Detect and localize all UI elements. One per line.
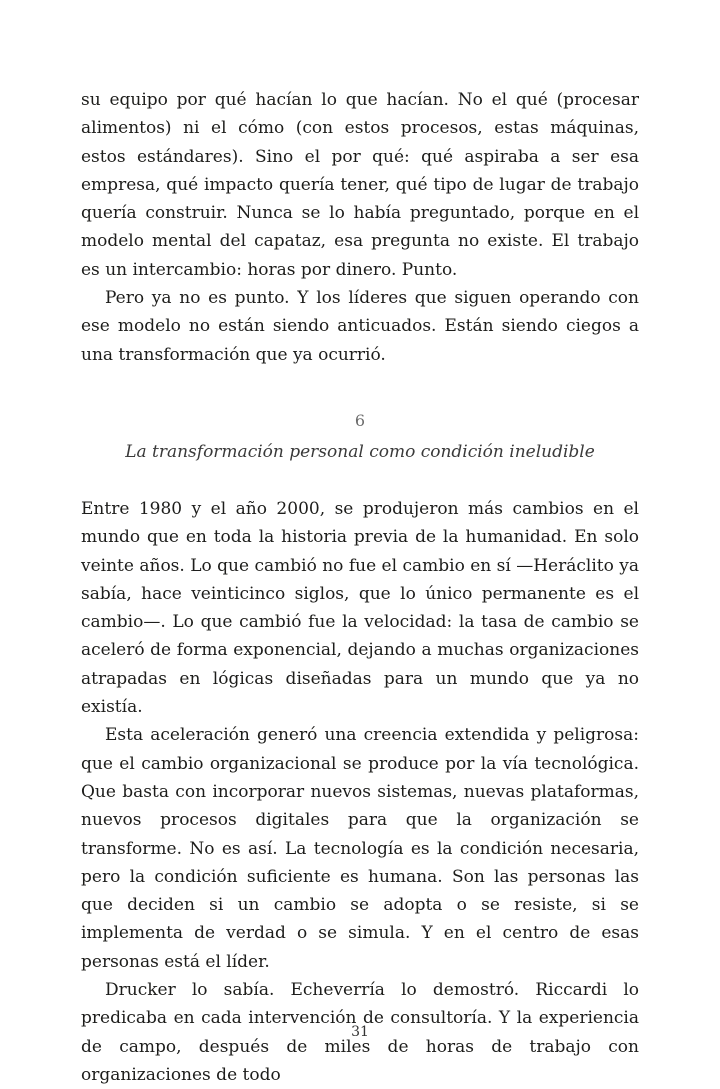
chapter-number: 6 bbox=[354, 410, 366, 430]
body-paragraph: Drucker lo sabía. Echeverría lo demostró. Riccardi lo predicaba en cada intervención de consultoría. Y la experiencia de campo, después de miles de horas de trabajo con organizaciones de todo bbox=[81, 980, 639, 1085]
body-paragraph: Pero ya no es punto. Y los líderes que siguen operando con ese modelo no están siendo anticuados. Están siendo ciegos a una transformación que ya ocurrió. bbox=[81, 288, 639, 365]
page-number: 31 bbox=[351, 1024, 369, 1040]
chapter-title: La transformación personal como condición ineludible bbox=[125, 441, 595, 462]
body-paragraph: Entre 1980 y el año 2000, se produjeron más cambios en el mundo que en toda la historia previa de la humanidad. En solo veinte años. Lo que cambió no fue el cambio en sí —Heráclito ya sabía, hace veinticinco siglos, que lo único permanente es el cambio—. Lo que cambió fue la velocidad: la tasa de cambio se aceleró de forma exponencial, dejando a muchas organizaciones atrapadas en lógicas diseñadas para un mundo que ya no existía. bbox=[81, 498, 639, 718]
book-page bbox=[81, 86, 639, 1089]
body-paragraph: Esta aceleración generó una creencia extendida y peligrosa: que el cambio organizacional se produce por la vía tecnológica. Que basta con incorporar nuevos sistemas, nuevas plataformas, nuevos procesos digitales para que la organización se transforme. No es así. La tecnología es la condición necesaria, pero la condición suficiente es humana. Son las personas las que deciden si un cambio se adopta o se resiste, si se implementa de verdad o se simula. Y en el centro de esas personas está el líder. bbox=[81, 725, 639, 972]
body-paragraph: su equipo por qué hacían lo que hacían. No el qué (procesar alimentos) ni el cómo (con estos procesos, estas máquinas, estos estándares). Sino el por qué: qué aspiraba a ser esa empresa, qué impacto quería tener, qué tipo de lugar de trabajo quería construir. Nunca se lo había preguntado, porque en el modelo mental del capataz, esa pregunta no existe. El trabajo es un intercambio: horas por dinero. Punto. bbox=[81, 90, 639, 280]
